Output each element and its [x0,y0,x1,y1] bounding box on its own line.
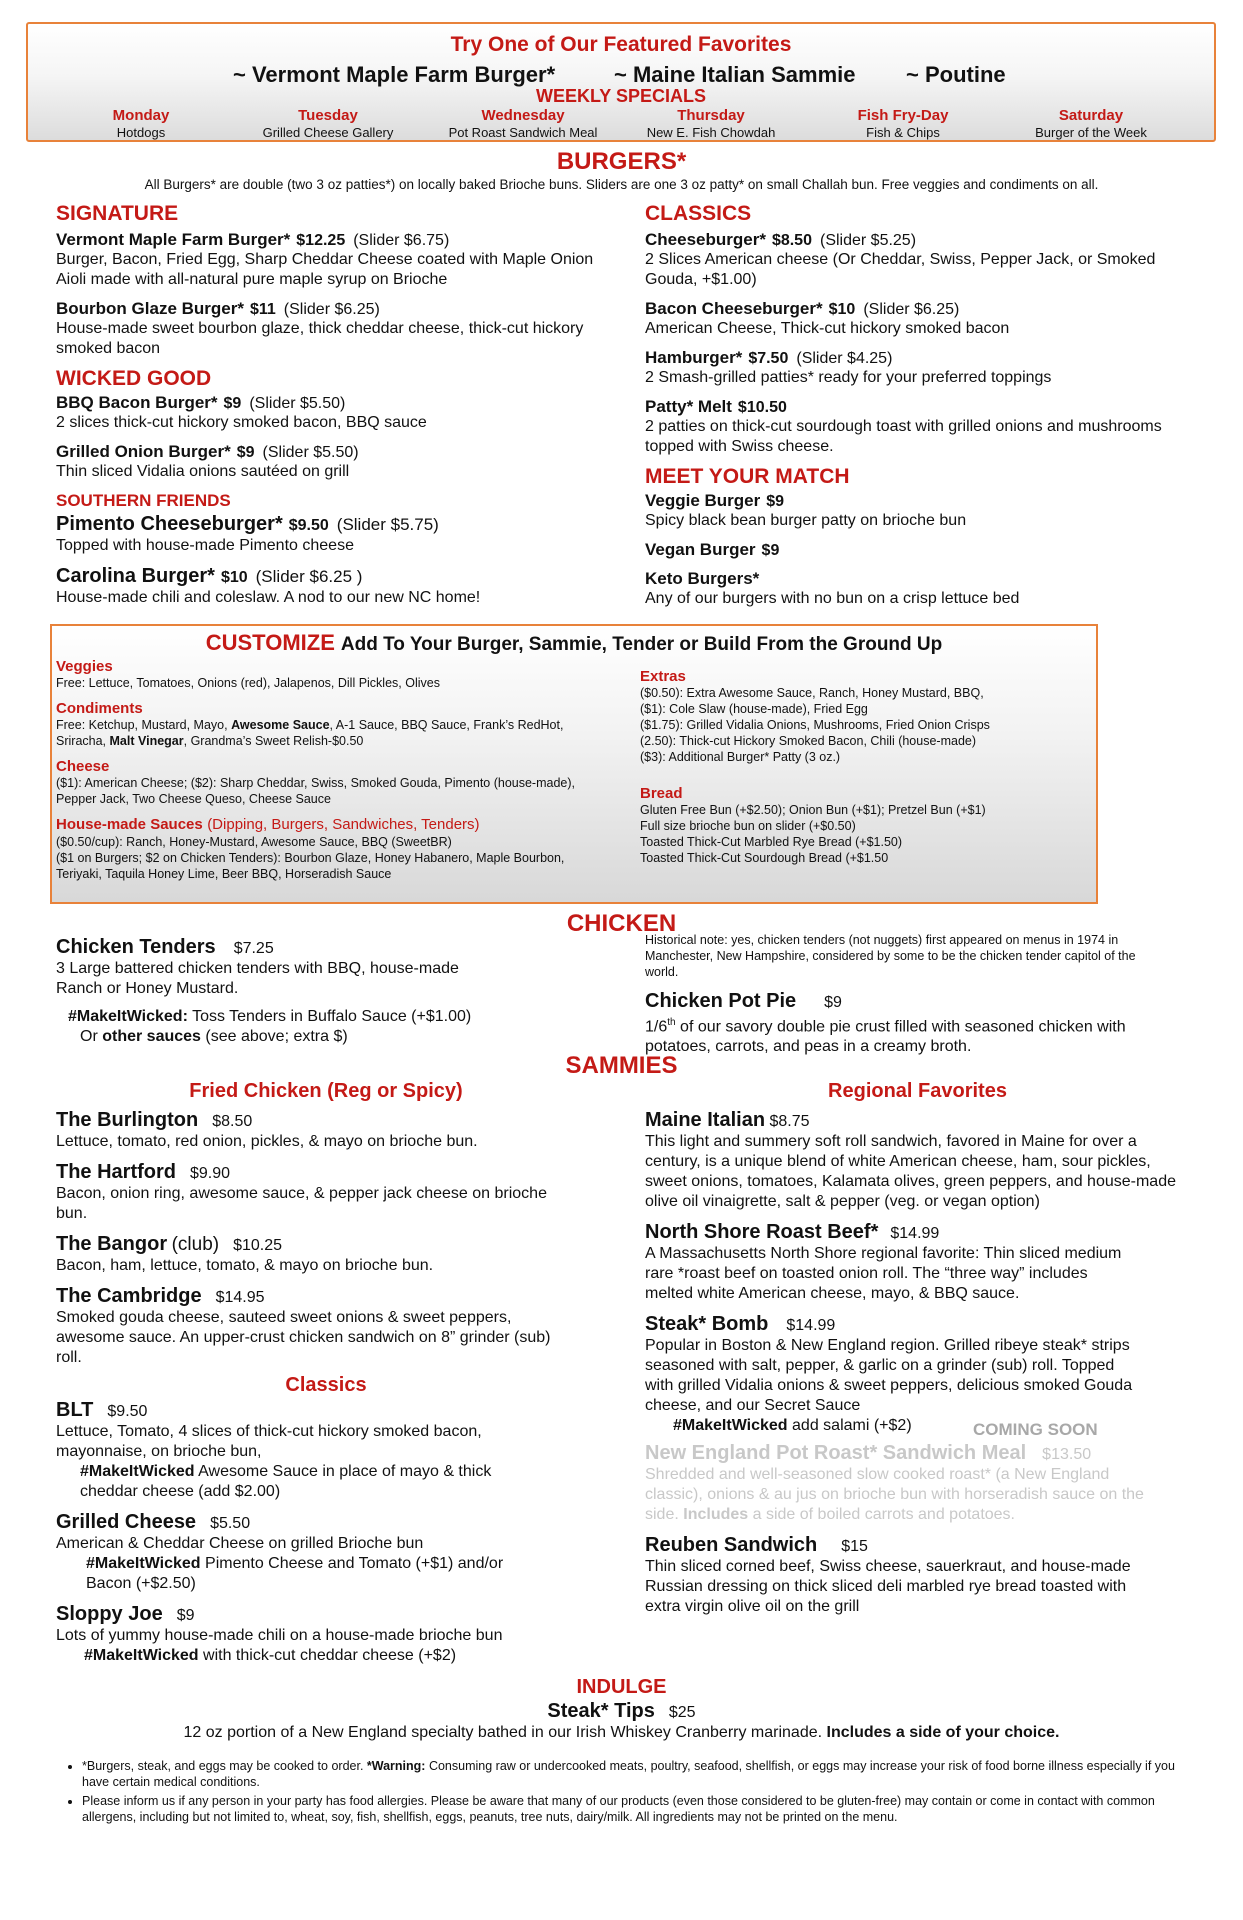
featured-title: Try One of Our Featured Favorites [450,33,792,56]
indulge-desc: 12 oz portion of a New England specialty bathed in our Irish Whiskey Cranberry marinade. Includes a side of your choice. [183,1724,1060,1741]
special-day: Thursday New E. Fish Chowdah [646,107,776,140]
chicken-title: CHICKEN [566,910,677,937]
sauces-heading: House-made Sauces (Dipping, Burgers, Sandwiches, Tenders) [56,816,480,833]
menu-item: Chicken Tenders $7.25 [56,936,274,958]
menu-item: Vermont Maple Farm Burger* $12.25 (Slider $6.75) Burger, Bacon, Fried Egg, Sharp Cheddar Cheese coated with Maple Onion Aioli made with all-natural pure maple syrup on Brioche [56,230,594,288]
menu-item: Chicken Pot Pie $9 [645,990,842,1012]
menu-item: The Bangor (club) $10.25 Bacon, ham, lettuce, tomato, & mayo on brioche bun. [56,1233,434,1274]
featured-item: ~ Vermont Maple Farm Burger* [233,62,556,87]
customize-left: Veggies Free: Lettuce, Tomatoes, Onions (red), Jalapenos, Dill Pickles, Olives Condiments Free: Ketchup, Mustard, Mayo, Awesome Sauce, A-1 Sauce, BBQ Sauce, Frank’s RedHot, Sriracha, Malt Vinegar, Grandma’s Sweet Relish-$0.50 Cheese ($1): American Cheese; ($2): Sharp Cheddar, Swiss, Smoked Gouda, Pimento (house-made), Pepper Jack, Two Cheese Queso, Cheese Sauce House-made Sauces (Dipping, Burgers, Sandwiches, Tenders) ($0.50/cup): Ranch, Honey-Mustard, Awesome Sauce, BBQ (SweetBR) ($1 on Burgers; $2 on Chicken Tenders): Bourbon Glaze, Honey Habanero, Maple Bourbon, Teriyaki, Taquila Honey Lime, Beer BBQ, Horseradish Sauce [56,658,616,882]
burgers-left-column [56,202,616,608]
menu-item: Hamburger* $7.50 (Slider $4.25) 2 Smash-grilled patties* ready for your preferred toppings [645,348,1052,386]
menu-item-disabled: New England Pot Roast* Sandwich Meal $13.50 Shredded and well-seasoned slow cooked roast* (a New England classic), onions & au jus on brioche bun with horseradish sauce on the side. Includes a side of boiled carrots and potatoes. [645,1442,1144,1523]
menu-item: Grilled Cheese $5.50 American & Cheddar Cheese on grilled Brioche bun #MakeItWicked Pimento Cheese and Tomato (+$1) and/or Bacon (+$2.50) [56,1511,504,1592]
coming-soon-badge: COMING SOON [973,1420,1098,1439]
indulge-title: INDULGE [576,1676,667,1698]
menu-item: BBQ Bacon Burger* $9 (Slider $5.50) 2 slices thick-cut hickory smoked bacon, BBQ sauce [56,393,427,431]
special-day: Fish Fry-Day Fish & Chips [857,107,949,140]
menu-item: Vegan Burger $9 [645,540,780,559]
featured-banner [26,22,1216,142]
bread-heading: Bread [640,785,683,802]
menu-item: Bacon Cheeseburger* $10 (Slider $6.25) American Cheese, Thick-cut hickory smoked bacon [645,299,1010,337]
veggies-heading: Veggies [56,658,113,675]
sammies-left [56,1080,616,1666]
section-meet-your-match: MEET YOUR MATCH [645,465,850,488]
menu-item: North Shore Roast Beef* $14.99 A Massachusetts North Shore regional favorite: Thin sliced medium rare *roast beef on toasted onion roll. The “three way” includes melted white American cheese, mayo, & BBQ sauce. [645,1221,1122,1302]
special-day: Monday Hotdogs [112,107,170,140]
featured-item: ~ Maine Italian Sammie [614,62,856,87]
burgers-title: BURGERS* [556,148,687,175]
customize-box [50,624,1098,904]
classics-heading: Classics [285,1374,367,1396]
burgers-right-column [645,202,1205,609]
special-day: Saturday Burger of the Week [1035,107,1147,140]
weekly-specials-title: WEEKLY SPECIALS [535,86,707,106]
chicken-right: Historical note: yes, chicken tenders (not nuggets) first appeared on menus in 1974 in Manchester, New Hampshire, considered by some to be the chicken tender capitol of the world. Chicken Pot Pie $9 1/6th of our savory double pie crust filled with seasoned chicken with potatoes, carrots, and peas in a creamy broth. [645,932,1155,1057]
section-wicked-good: WICKED GOOD [56,367,212,390]
menu-item: BLT $9.50 Lettuce, Tomato, 4 slices of thick-cut hickory smoked bacon, mayonnaise, on brioche bun, #MakeItWicked Awesome Sauce in place of mayo & thick cheddar cheese (add $2.00) [56,1399,492,1500]
menu-item: Pimento Cheeseburger* $9.50 (Slider $5.75) Topped with house-made Pimento cheese [56,513,439,554]
condiments-heading: Condiments [56,700,143,717]
footnotes [82,1758,1182,1828]
menu-item: Patty* Melt $10.50 2 patties on thick-cut sourdough toast with grilled onions and mushrooms topped with Swiss cheese. [645,397,1162,455]
menu-item: Bourbon Glaze Burger* $11 (Slider $6.25) House-made sweet bourbon glaze, thick cheddar cheese, thick-cut hickory smoked bacon [56,299,584,357]
burgers-note: All Burgers* are double (two 3 oz patties*) on locally baked Brioche buns. Sliders are one 3 oz patty* on small Challah bun. Free veggies and condiments on all. [144,177,1099,192]
special-day: Wednesday Pot Roast Sandwich Meal [448,107,598,140]
special-day: Tuesday Grilled Cheese Gallery [262,107,394,140]
history-note: Historical note: yes, chicken tenders (not nuggets) first appeared on menus in 1974 in Manchester, New Hampshire, considered by some to be the chicken tender capitol of the world. [645,933,1136,979]
section-signature: SIGNATURE [56,202,179,225]
section-classics: CLASSICS [645,202,752,225]
menu-item: Steak* Bomb $14.99 Popular in Boston & New England region. Grilled ribeye steak* strips seasoned with salt, pepper, & garlic on a grinder (sub) roll. Topped with grilled Vidalia onions & sweet peppers, delicious smoked Gouda cheese, and our Secret Sauce #MakeItWicked add salami (+$2) [645,1313,1133,1434]
sammies-title: SAMMIES [565,1052,678,1079]
menu-item: Keto Burgers* Any of our burgers with no bun on a crisp lettuce bed [645,569,1020,607]
footnote: • Please inform us if any person in your party has food allergies. Please be aware that many of our products (even those considered to be gluten-free) may contain or come in contact with common allergens, including but not limited to, wheat, soy, fish, shellfish, eggs, peanuts, tree nuts, dairy/milk. All ingredients may not be printed on the menu. [82,1793,1182,1825]
menu-item: Cheeseburger* $8.50 (Slider $5.25) 2 Slices American cheese (Or Cheddar, Swiss, Pepper Jack, or Smoked Gouda, +$1.00) [645,230,1156,288]
menu-item: Carolina Burger* $10 (Slider $6.25 ) House-made chili and coleslaw. A nod to our new NC home! [56,565,481,606]
menu-item: Sloppy Joe $9 Lots of yummy house-made chili on a house-made brioche bun #MakeItWicked with thick-cut cheddar cheese (+$2) [56,1603,503,1664]
featured-item: ~ Poutine [906,62,1006,87]
customize-title: CUSTOMIZE Add To Your Burger, Sammie, Tender or Build From the Ground Up [205,630,943,655]
fried-chicken-heading: Fried Chicken (Reg or Spicy) [189,1080,463,1102]
menu-item: The Hartford $9.90 Bacon, onion ring, awesome sauce, & pepper jack cheese on brioche bun. [56,1161,547,1222]
cheese-heading: Cheese [56,758,110,775]
sammies-right [645,1080,1190,1617]
footnote: • *Burgers, steak, and eggs may be cooked to order. *Warning: Consuming raw or undercooked meats, poultry, seafood, shellfish, or eggs may increase your risk of food borne illness especially if you have certain medical conditions. [82,1758,1182,1790]
menu-item: Maine Italian $8.75 This light and summery soft roll sandwich, favored in Maine for over a century, is a unique blend of white American cheese, ham, sour pickles, sweet onions, tomatoes, Kalamata olives, green peppers, and house-made olive oil vinaigrette, salt & pepper (veg. or vegan option) [645,1109,1176,1210]
menu-item: Grilled Onion Burger* $9 (Slider $5.50) Thin sliced Vidalia onions sautéed on grill [56,442,359,480]
menu-item: Steak* Tips $25 [547,1700,696,1722]
menu-item: The Cambridge $14.95 Smoked gouda cheese, sauteed sweet onions & sweet peppers, awesome sauce. An upper-crust chicken sandwich on 8” grinder (sub) roll. [56,1285,551,1366]
regional-heading: Regional Favorites [828,1080,1007,1102]
menu-item: Veggie Burger $9 Spicy black bean burger patty on brioche bun [645,491,967,529]
menu-item: The Burlington $8.50 Lettuce, tomato, red onion, pickles, & mayo on brioche bun. [56,1109,478,1150]
section-southern-friends: SOUTHERN FRIENDS [56,491,231,510]
menu-item: Reuben Sandwich $15 Thin sliced corned beef, Swiss cheese, sauerkraut, and house-made Russian dressing on thick sliced deli marbled rye bread toasted with extra virgin olive oil on the grill [645,1534,1131,1615]
chicken-left: Chicken Tenders $7.25 3 Large battered chicken tenders with BBQ, house-made Ranch or Honey Mustard. #MakeItWicked: Toss Tenders in Buffalo Sauce (+$1.00) Or other sauces (see above; extra $) [56,936,556,1047]
customize-right: Extras ($0.50): Extra Awesome Sauce, Ranch, Honey Mustard, BBQ, ($1): Cole Slaw (house-made), Fried Egg ($1.75): Grilled Vidalia Onions, Mushrooms, Fried Onion Crisps (2.50): Thick-cut Hickory Smoked Bacon, Chili (house-made) ($3): Additional Burger* Patty (3 oz.) Bread Gluten Free Bun (+$2.50); Onion Bun (+$1); Pretzel Bun (+$1) Full size brioche bun on slider (+$0.50) Toasted Thick-Cut Marbled Rye Bread (+$1.50) Toasted Thick-Cut Sourdough Bread (+$1.50 [640,668,1090,866]
extras-heading: Extras [640,668,686,685]
